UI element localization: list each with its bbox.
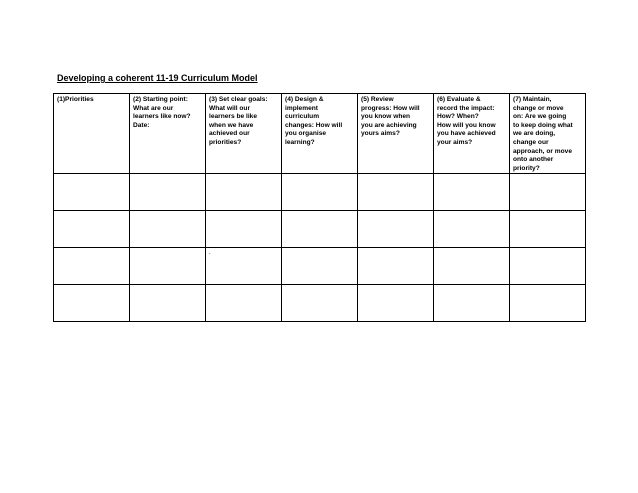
table-row [54,174,586,211]
table-cell[interactable] [54,174,130,211]
table-cell[interactable] [130,248,206,285]
header-cell-set-clear-goals [206,94,282,174]
header-cell-design-implement [282,94,358,174]
table-cell[interactable] [54,248,130,285]
table-cell[interactable] [282,285,358,322]
table-cell[interactable] [282,248,358,285]
table-cell[interactable] [434,211,510,248]
table-cell[interactable] [206,174,282,211]
table-cell[interactable] [358,248,434,285]
header-cell-priorities [54,94,130,174]
header-label: (3) Set clear goals: What will our learners be like when we have achieved our priorities? [209,96,268,146]
stray-mark: . [209,250,211,257]
table-cell[interactable] [510,285,586,322]
document-title: Developing a coherent 11-19 Curriculum Model [57,73,258,83]
header-cell-maintain-change [510,94,586,174]
table-row [54,211,586,248]
table-cell[interactable] [510,248,586,285]
table-cell[interactable] [358,174,434,211]
table-cell[interactable] [206,285,282,322]
table-header-row [54,94,586,174]
table-cell[interactable] [282,211,358,248]
table-cell[interactable] [434,248,510,285]
header-cell-evaluate-record [434,94,510,174]
table-cell[interactable] [54,285,130,322]
table-cell[interactable] [510,211,586,248]
table-cell[interactable] [130,285,206,322]
curriculum-model-table [53,93,586,322]
table-row [54,285,586,322]
header-label: (7) Maintain, change or move on: Are we going to keep doing what we are doing, change our approach, or move onto another priority? [513,96,573,172]
header-cell-starting-point [130,94,206,174]
header-cell-review-progress [358,94,434,174]
table-cell[interactable] [358,285,434,322]
header-label: (4) Design & implement curriculum changes: How will you organise learning? [285,96,343,146]
table-cell[interactable] [206,248,282,285]
header-label: (1)Priorities [57,96,94,103]
table-cell[interactable] [206,211,282,248]
table-cell[interactable] [282,174,358,211]
table-cell[interactable] [54,211,130,248]
table-cell[interactable] [358,211,434,248]
header-label: (5) Review progress: How will you know when you are achieving yours aims? [361,96,420,138]
table-cell[interactable] [130,211,206,248]
header-label: (6) Evaluate & record the impact: How? When? How will you know you have achieved your aims? [437,96,496,146]
table-cell[interactable] [130,174,206,211]
table-cell[interactable] [510,174,586,211]
table-cell[interactable] [434,174,510,211]
table-cell[interactable] [434,285,510,322]
table-row [54,248,586,285]
header-label: (2) Starting point: What are our learners like now? Date: [133,96,191,129]
